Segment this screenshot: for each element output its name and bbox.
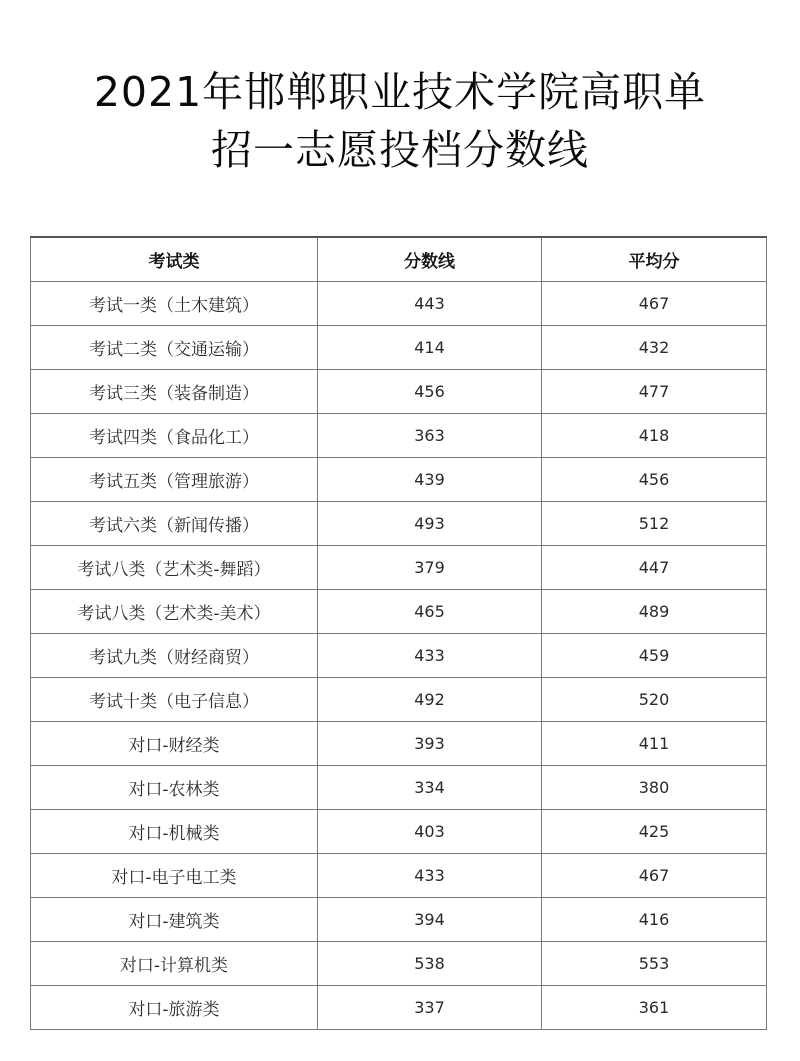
cell-average-score: 459 [542,634,767,678]
cell-cutoff-score: 433 [318,854,542,898]
cell-exam-category: 考试三类（装备制造） [31,370,318,414]
cell-exam-category: 考试五类（管理旅游） [31,458,318,502]
cell-exam-category: 对口-旅游类 [31,986,318,1030]
table-row [31,986,767,1030]
table-row [31,546,767,590]
cell-average-score: 361 [542,986,767,1030]
cell-exam-category: 对口-财经类 [31,722,318,766]
header-average-score: 平均分 [542,237,767,282]
cell-average-score: 553 [542,942,767,986]
cell-exam-category: 考试二类（交通运输） [31,326,318,370]
cell-average-score: 489 [542,590,767,634]
cell-exam-category: 考试九类（财经商贸） [31,634,318,678]
cell-average-score: 418 [542,414,767,458]
cell-exam-category: 考试一类（土木建筑） [31,282,318,326]
cell-average-score: 520 [542,678,767,722]
table-row [31,810,767,854]
table-row [31,678,767,722]
header-cutoff-score: 分数线 [318,237,542,282]
cell-exam-category: 考试六类（新闻传播） [31,502,318,546]
page-title-line-1: 2021年邯郸职业技术学院高职单 [93,68,707,117]
cell-average-score: 477 [542,370,767,414]
table-row [31,458,767,502]
table-row [31,502,767,546]
cell-cutoff-score: 492 [318,678,542,722]
cell-exam-category: 考试十类（电子信息） [31,678,318,722]
cell-cutoff-score: 394 [318,898,542,942]
page-title [0,63,800,179]
cell-cutoff-score: 465 [318,590,542,634]
cell-cutoff-score: 439 [318,458,542,502]
cell-average-score: 456 [542,458,767,502]
table-row [31,898,767,942]
page-title-line-2: 招一志愿投档分数线 [211,126,589,175]
table-row [31,326,767,370]
table-header-row [31,237,767,282]
score-table [30,236,767,1030]
table-row [31,722,767,766]
cell-exam-category: 考试八类（艺术类-舞蹈） [31,546,318,590]
table-row [31,766,767,810]
cell-average-score: 447 [542,546,767,590]
cell-cutoff-score: 393 [318,722,542,766]
cell-cutoff-score: 433 [318,634,542,678]
header-exam-category: 考试类 [31,237,318,282]
cell-cutoff-score: 403 [318,810,542,854]
table-row [31,370,767,414]
cell-average-score: 411 [542,722,767,766]
cell-average-score: 432 [542,326,767,370]
cell-exam-category: 对口-机械类 [31,810,318,854]
cell-cutoff-score: 443 [318,282,542,326]
cell-average-score: 416 [542,898,767,942]
table-body [31,282,767,1030]
cell-exam-category: 考试四类（食品化工） [31,414,318,458]
cell-exam-category: 对口-计算机类 [31,942,318,986]
cell-average-score: 512 [542,502,767,546]
cell-cutoff-score: 363 [318,414,542,458]
table-row [31,282,767,326]
table-row [31,414,767,458]
table-row [31,854,767,898]
cell-average-score: 467 [542,282,767,326]
cell-average-score: 425 [542,810,767,854]
cell-cutoff-score: 337 [318,986,542,1030]
table-row [31,942,767,986]
cell-average-score: 380 [542,766,767,810]
table-row [31,590,767,634]
cell-cutoff-score: 334 [318,766,542,810]
cell-exam-category: 对口-建筑类 [31,898,318,942]
cell-exam-category: 对口-农林类 [31,766,318,810]
cell-cutoff-score: 414 [318,326,542,370]
cell-cutoff-score: 538 [318,942,542,986]
table-row [31,634,767,678]
cell-cutoff-score: 379 [318,546,542,590]
cell-average-score: 467 [542,854,767,898]
cell-cutoff-score: 493 [318,502,542,546]
cell-exam-category: 对口-电子电工类 [31,854,318,898]
cell-exam-category: 考试八类（艺术类-美术） [31,590,318,634]
cell-cutoff-score: 456 [318,370,542,414]
